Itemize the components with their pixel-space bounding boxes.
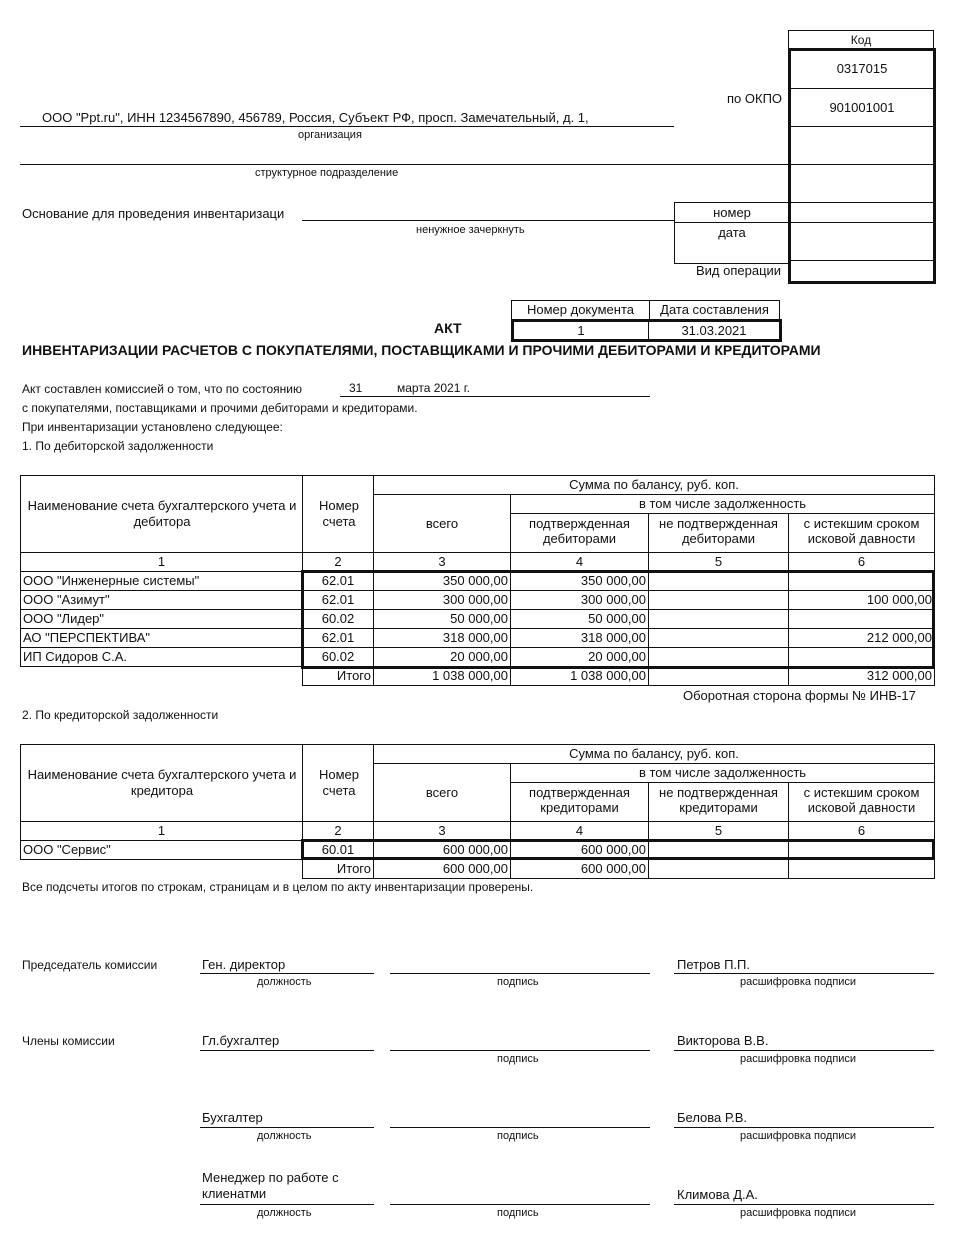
intro-month-year: марта 2021 г. — [397, 381, 470, 395]
creditors-colnum: 5 — [649, 822, 789, 841]
position-caption: должность — [257, 1207, 312, 1219]
basis-label: Основание для проведения инвентаризаци — [22, 206, 285, 221]
decode-caption: расшифровка подписи — [740, 1130, 857, 1142]
debtor-name: ООО "Инженерные системы" — [21, 572, 303, 591]
sign-caption: подпись — [497, 1130, 539, 1142]
creditor-total: 600 000,00 — [374, 841, 511, 860]
debtors-totals-row — [21, 667, 935, 686]
signer-name: Климова Д.А. — [677, 1187, 758, 1202]
creditors-colnum: 1 — [21, 822, 303, 841]
doc-date-value: 31.03.2021 — [681, 323, 747, 338]
reverse-side-note: Оборотная сторона формы № ИНВ-17 — [683, 688, 916, 703]
creditors-totals-confirmed: 600 000,00 — [511, 860, 649, 879]
table-row — [21, 629, 935, 648]
creditors-colnum: 6 — [789, 822, 935, 841]
creditors-account-header: Номер счета — [318, 767, 359, 798]
debtor-account: 60.02 — [303, 648, 374, 667]
intro-line2: с покупателями, поставщиками и прочими дебиторами и кредиторами. — [22, 401, 418, 415]
creditor-name: ООО "Сервис" — [21, 841, 303, 860]
debtors-totals-total: 1 038 000,00 — [374, 667, 511, 686]
creditors-sum-header: Сумма по балансу, руб. коп. — [374, 745, 935, 764]
signer-position: Гл.бухгалтер — [202, 1033, 280, 1048]
debtors-colnum: 5 — [649, 553, 789, 572]
signer-name: Петров П.П. — [677, 957, 750, 972]
okpo-label: по ОКПО — [727, 91, 783, 106]
code-frame — [788, 48, 936, 284]
debtors-confirmed-header: подтвержденная дебиторами — [511, 514, 649, 553]
debtor-expired: 212 000,00 — [789, 629, 935, 648]
debtor-expired: 100 000,00 — [789, 591, 935, 610]
debtor-unconfirmed — [649, 610, 789, 629]
position-caption: должность — [257, 976, 312, 988]
creditors-totals-total: 600 000,00 — [374, 860, 511, 879]
section2-title: 2. По кредиторской задолженности — [22, 708, 219, 722]
creditors-total-header: всего — [374, 764, 511, 822]
creditors-unconfirmed-header: не подтвержденная кредиторами — [649, 783, 789, 822]
table-row — [21, 610, 935, 629]
creditors-including-header: в том числе задолженность — [511, 764, 935, 783]
debtor-total: 318 000,00 — [374, 629, 511, 648]
creditors-expired-header: с истекшим сроком исковой давности — [789, 783, 935, 822]
debtor-confirmed: 350 000,00 — [511, 572, 649, 591]
chairman-label: Председатель комиссии — [22, 958, 158, 972]
code-cell-operation — [791, 260, 933, 281]
debtor-expired — [789, 648, 935, 667]
section1-title: 1. По дебиторской задолженности — [22, 439, 214, 453]
creditor-account: 60.01 — [303, 841, 374, 860]
table-row — [21, 841, 935, 860]
debtor-account: 62.01 — [303, 572, 374, 591]
subdivision-caption: структурное подразделение — [255, 167, 399, 179]
debtor-name: АО "ПЕРСПЕКТИВА" — [21, 629, 303, 648]
debtors-colnum: 3 — [374, 553, 511, 572]
debtors-totals-confirmed: 1 038 000,00 — [511, 667, 649, 686]
debtor-name: ООО "Лидер" — [21, 610, 303, 629]
debtor-expired — [789, 610, 935, 629]
sign-caption: подпись — [497, 1207, 539, 1219]
doc-number-label: Номер документа — [511, 300, 650, 320]
creditor-expired — [789, 841, 935, 860]
intro-line3: При инвентаризации установлено следующее: — [22, 420, 283, 434]
creditors-totals-row — [21, 860, 935, 879]
creditors-name-header: Наименование счета бухгалтерского учета и кредитора — [27, 767, 297, 798]
date-label: дата — [718, 225, 746, 240]
debtor-unconfirmed — [649, 591, 789, 610]
creditors-totals-expired — [789, 860, 935, 879]
code-header: Код — [788, 30, 934, 49]
debtors-sum-header: Сумма по балансу, руб. коп. — [374, 476, 935, 495]
creditors-totals-unconfirmed — [649, 860, 789, 879]
debtors-name-header: Наименование счета бухгалтерского учета и дебитора — [27, 498, 297, 529]
debtors-colnum: 6 — [789, 553, 935, 572]
doc-date-label: Дата составления — [649, 300, 780, 320]
basis-number-date-box — [674, 202, 789, 264]
debtors-colnum: 1 — [21, 553, 303, 572]
debtor-total: 50 000,00 — [374, 610, 511, 629]
debtor-account: 62.01 — [303, 591, 374, 610]
table-row — [21, 648, 935, 667]
code-cell-date — [791, 222, 933, 261]
code-block — [788, 30, 934, 280]
intro-day: 31 — [349, 381, 363, 395]
debtor-name: ИП Сидоров С.А. — [21, 648, 303, 667]
code-cell-blank — [791, 164, 933, 203]
code-cell-number — [791, 202, 933, 223]
signer-position: Менеджер по работе с клиенатми — [202, 1170, 339, 1201]
okud-code: 0317015 — [836, 61, 888, 76]
decode-caption: расшифровка подписи — [740, 1207, 857, 1219]
position-caption: должность — [257, 1130, 312, 1142]
okpo-code: 901001001 — [791, 88, 933, 127]
decode-caption: расшифровка подписи — [740, 976, 857, 988]
code-cell-subdivision — [791, 126, 933, 165]
members-label: Члены комиссии — [22, 1034, 115, 1048]
debtors-totals-expired: 312 000,00 — [789, 667, 935, 686]
creditors-confirmed-header: подтвержденная кредиторами — [511, 783, 649, 822]
debtors-colnum: 4 — [511, 553, 649, 572]
debtors-totals-unconfirmed — [649, 667, 789, 686]
debtor-total: 300 000,00 — [374, 591, 511, 610]
debtors-total-header: всего — [374, 495, 511, 553]
basis-caption: ненужное зачеркнуть — [416, 224, 525, 236]
debtors-account-header: Номер счета — [318, 498, 359, 529]
sign-caption: подпись — [497, 976, 539, 988]
creditors-colnum: 2 — [303, 822, 374, 841]
table-row — [21, 591, 935, 610]
table-row — [21, 572, 935, 591]
debtor-account: 60.02 — [303, 610, 374, 629]
debtor-confirmed: 318 000,00 — [511, 629, 649, 648]
creditors-colnum: 3 — [374, 822, 511, 841]
organization-caption: организация — [298, 129, 362, 141]
doc-number-value: 1 — [514, 322, 649, 339]
debtor-unconfirmed — [649, 648, 789, 667]
debtor-confirmed: 20 000,00 — [511, 648, 649, 667]
act-subtitle: ИНВЕНТАРИЗАЦИИ РАСЧЕТОВ С ПОКУПАТЕЛЯМИ, ПОСТАВЩИКАМИ И ПРОЧИМИ ДЕБИТОРАМИ И КРЕДИТОРАМИ — [22, 342, 821, 358]
debtors-unconfirmed-header: не подтвержденная дебиторами — [649, 514, 789, 553]
debtor-total: 350 000,00 — [374, 572, 511, 591]
sign-caption: подпись — [497, 1053, 539, 1065]
debtor-confirmed: 50 000,00 — [511, 610, 649, 629]
intro-line1: Акт составлен комиссией о том, что по состоянию — [22, 382, 302, 396]
debtor-total: 20 000,00 — [374, 648, 511, 667]
debtor-name: ООО "Азимут" — [21, 591, 303, 610]
verified-note: Все подсчеты итогов по строкам, страницам и в целом по акту инвентаризации проверены. — [22, 880, 534, 894]
number-label: номер — [713, 205, 751, 220]
debtor-unconfirmed — [649, 572, 789, 591]
act-title: АКТ — [434, 320, 462, 336]
operation-label: Вид операции — [696, 263, 782, 278]
signer-name: Викторова В.В. — [677, 1033, 769, 1048]
creditors-totals-label: Итого — [303, 860, 374, 879]
signer-position: Бухгалтер — [202, 1110, 263, 1125]
creditor-unconfirmed — [649, 841, 789, 860]
debtor-expired — [789, 572, 935, 591]
decode-caption: расшифровка подписи — [740, 1053, 857, 1065]
creditor-confirmed: 600 000,00 — [511, 841, 649, 860]
organization-value: ООО "Ppt.ru", ИНН 1234567890, 456789, Россия, Субъект РФ, просп. Замечательный, д. 1, — [42, 110, 589, 125]
debtor-account: 62.01 — [303, 629, 374, 648]
creditors-colnum: 4 — [511, 822, 649, 841]
doc-values-box — [511, 319, 782, 342]
debtors-including-header: в том числе задолженность — [511, 495, 935, 514]
signer-position: Ген. директор — [202, 957, 286, 972]
debtor-confirmed: 300 000,00 — [511, 591, 649, 610]
debtor-unconfirmed — [649, 629, 789, 648]
creditors-table — [20, 744, 935, 879]
debtors-expired-header: с истекшим сроком исковой давности — [789, 514, 935, 553]
debtors-totals-label: Итого — [303, 667, 374, 686]
signer-name: Белова Р.В. — [677, 1110, 748, 1125]
debtors-colnum: 2 — [303, 553, 374, 572]
